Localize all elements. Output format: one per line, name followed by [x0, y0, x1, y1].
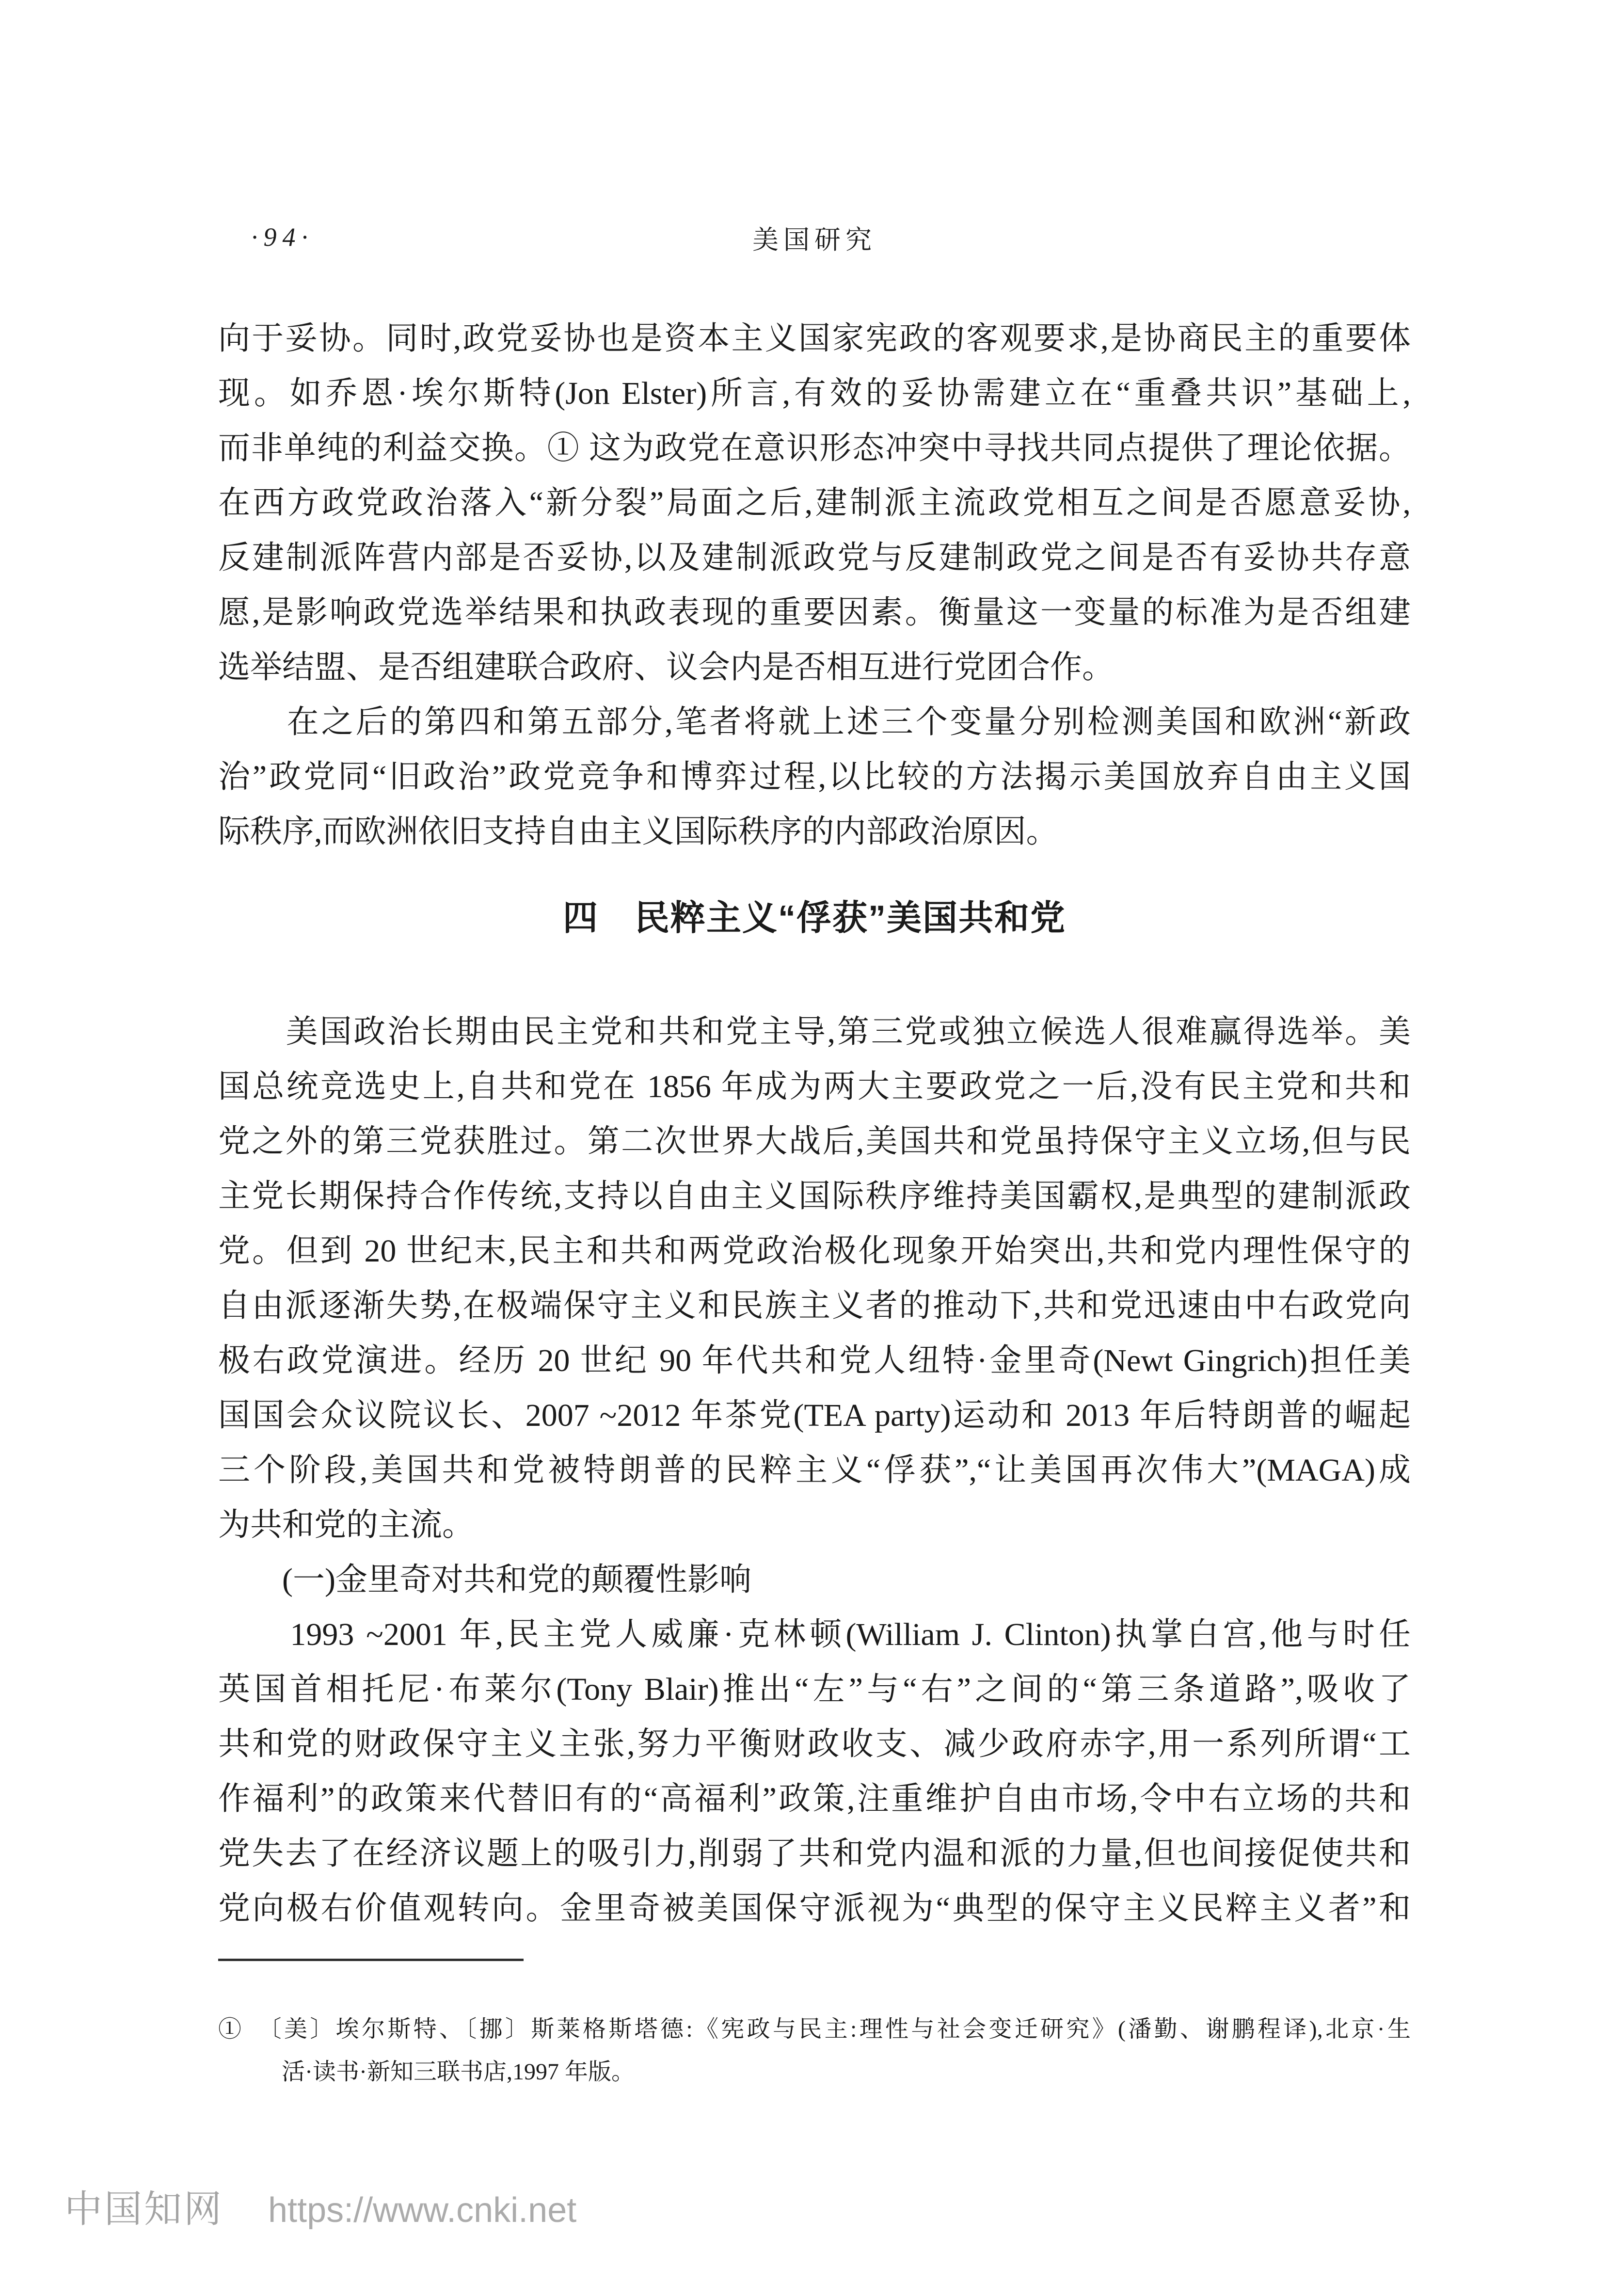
- subsection-heading-text: (一)金里奇对共和党的颠覆性影响: [218, 1562, 751, 1597]
- body-line: 国总统竞选史上,自共和党在 1856 年成为两大主要政党之一后,没有民主党和共和: [218, 1069, 1411, 1104]
- body-line: 自由派逐渐失势,在极端保守主义和民族主义者的推动下,共和党迅速由中右政党向: [218, 1288, 1411, 1324]
- body-line: 1993 ~2001 年,民主党人威廉·克林顿(William J. Clinton)执掌白宫,他与时任: [218, 1617, 1411, 1652]
- body-line: 美国政治长期由民主党和共和党主导,第三党或独立候选人很难赢得选举。美: [218, 1014, 1411, 1050]
- subsection-heading: [218, 1552, 1411, 1607]
- footnote-line: 活·读书·新知三联书店,1997 年版。: [282, 2059, 635, 2085]
- cnki-logo-text: 中国知网: [64, 2188, 224, 2230]
- paragraph-1: [218, 311, 1411, 695]
- body-line: 作福利”的政策来代替旧有的“高福利”政策,注重维护自由市场,令中右立场的共和: [218, 1781, 1411, 1817]
- body-line: 现。如乔恩·埃尔斯特(Jon Elster)所言,有效的妥协需建立在“重叠共识”基础上,: [218, 376, 1411, 411]
- body-line: 而非单纯的利益交换。① 这为政党在意识形态冲突中寻找共同点提供了理论依据。: [218, 431, 1411, 466]
- body-line: 在之后的第四和第五部分,笔者将就上述三个变量分别检测美国和欧洲“新政: [218, 704, 1411, 740]
- body-line: 在西方政党政治落入“新分裂”局面之后,建制派主流政党相互之间是否愿意妥协,: [218, 485, 1411, 521]
- paragraph-2: [218, 695, 1411, 859]
- body-line: 三个阶段,美国共和党被特朗普的民粹主义“俘获”,“让美国再次伟大”(MAGA)成: [218, 1453, 1411, 1488]
- footnote-divider: [218, 1959, 524, 1961]
- body-line: 际秩序,而欧洲依旧支持自由主义国际秩序的内部政治原因。: [218, 814, 1058, 849]
- body-line: 共和党的财政保守主义主张,努力平衡财政收支、减少政府赤字,用一系列所谓“工: [218, 1726, 1411, 1762]
- body-line: 国国会众议院议长、2007 ~2012 年茶党(TEA party)运动和 2013 年后特朗普的崛起: [218, 1398, 1411, 1433]
- body-line: 极右政党演进。经历 20 世纪 90 年代共和党人纽特·金里奇(Newt Gingrich)担任美: [218, 1343, 1411, 1378]
- paragraph-4: [218, 1607, 1411, 1936]
- body-line: 选举结盟、是否组建联合政府、议会内是否相互进行党团合作。: [218, 650, 1114, 685]
- page-number: ·94·: [251, 223, 314, 252]
- cnki-url: https://www.cnki.net: [268, 2191, 577, 2230]
- body-line: 主党长期保持合作传统,支持以自由主义国际秩序维持美国霸权,是典型的建制派政: [218, 1179, 1411, 1214]
- section-heading: 四 民粹主义“俘获”美国共和党: [562, 899, 1066, 938]
- footnote-line: ① 〔美〕埃尔斯特、〔挪〕斯莱格斯塔德:《宪政与民主:理性与社会变迁研究》(潘勤、谢鹏程译),北京·生: [218, 2016, 1411, 2042]
- body-line: 为共和党的主流。: [218, 1507, 474, 1543]
- body-line: 愿,是影响政党选举结果和执政表现的重要因素。衡量这一变量的标准为是否组建: [218, 595, 1411, 630]
- cnki-watermark: [64, 2179, 576, 2233]
- body-line: 党。但到 20 世纪末,民主和共和两党政治极化现象开始突出,共和党内理性保守的: [218, 1233, 1411, 1269]
- body-line: 反建制派阵营内部是否妥协,以及建制派政党与反建制政党之间是否有妥协共存意: [218, 540, 1411, 575]
- page-header: [218, 219, 1411, 264]
- body-line: 党之外的第三党获胜过。第二次世界大战后,美国共和党虽持保守主义立场,但与民: [218, 1124, 1411, 1159]
- journal-title: 美国研究: [752, 225, 876, 255]
- body-line: 治”政党同“旧政治”政党竞争和博弈过程,以比较的方法揭示美国放弃自由主义国: [218, 759, 1411, 795]
- body-line: 英国首相托尼·布莱尔(Tony Blair)推出“左”与“右”之间的“第三条道路”,吸收了: [218, 1672, 1411, 1707]
- body-line: 党失去了在经济议题上的吸引力,削弱了共和党内温和派的力量,但也间接促使共和: [218, 1836, 1411, 1871]
- body-line: 向于妥协。同时,政党妥协也是资本主义国家宪政的客观要求,是协商民主的重要体: [218, 321, 1411, 356]
- footnote: [218, 2008, 1411, 2093]
- paragraph-3: [218, 1005, 1411, 1552]
- body-line: 党向极右价值观转向。金里奇被美国保守派视为“典型的保守主义民粹主义者”和: [218, 1891, 1411, 1926]
